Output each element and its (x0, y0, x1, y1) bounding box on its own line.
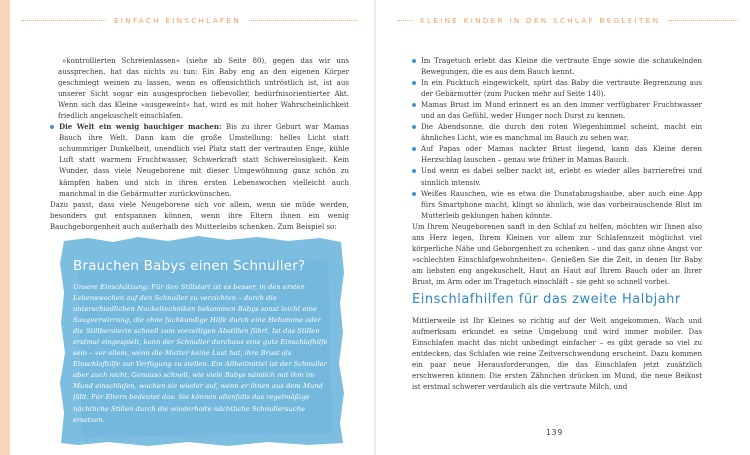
header-dots (249, 20, 358, 21)
paragraph: Dazu passt, dass viele Neugeborene sich vor allem, wenn sie müde werden, besonders gut entspannen können, wenn ihre Eltern ihnen ein wenig Bauchgeborgenheit auch außerhalb des Mutterleibs schenken. Zum Beispiel so: (50, 199, 349, 231)
note-body: Unsere Einschätzung: Für den Stillstart ist es besser, in den ersten Lebenswochen auf den Schnuller zu verzichten – durch die unterschiedlichen Nuckeltechniken bekommen Babys sonst leicht eine Saugverwirrung, die ohne fachkundige Hilfe durch eine Hebamme oder die Stillberaterin schnell zum vorzeitigen Abstillen führt. Ist das Stillen erstmal eingespielt, kann der Schnuller durchaus eine gute Einschlafhilfe sein – vor allem, wenn die Mutter keine Lust hat, ihre Brust als Einschlafhilfe zur Verfügung zu stellen. Ein Allheilmittel ist der Schnuller aber auch nicht. Genauso schnell, wie viele Babys nämlich mit ihm im Mund einschlafen, wachen sie wieder auf, wenn er ihnen aus dem Mund fällt. Für Eltern bedeutet das: Sie können allenfalls das regelmäßige nächtliche Stillen durch die wiederholte nächtliche Schnullersuche ersetzen. (73, 283, 328, 424)
book-gutter (374, 0, 376, 455)
right-page-text (412, 55, 702, 392)
bullet-list (412, 55, 702, 221)
bullet-icon (412, 103, 416, 107)
bullet-icon (412, 59, 416, 63)
paragraph: Mittlerweile ist Ihr Kleines so richtig auf der Welt angekommen. Wach und aufmerksam erkundet es seine Umgebung und wird immer mobiler. Das Einschlafen macht das nicht unbedingt einfacher – es gibt gerade so viel zu entdecken, das Schlafen wie reine Zeitverschwendung erscheint. Dazu kommen ein paar neue Herausforderungen, die das Einschlafen jetzt zusätzlich erschweren können: Die ersten Zähnchen drücken im Mund, die neue Beikost ist erstmal schwerer verdaulich als die vertraute Milch, und (412, 316, 702, 392)
bullet-text: In ein Pucktuch eingewickelt, spürt das Baby die vertraute Begrenzung aus der Gebärmutter (zum Pucken mehr auf Seite 140). (421, 78, 702, 99)
header-left-text: EINFACH EINSCHLAFEN (114, 15, 241, 25)
list-item (412, 55, 702, 77)
bullet-icon (412, 125, 416, 129)
bullet-list (58, 121, 349, 198)
paragraph: Um Ihrem Neugeborenen sanft in den Schlaf zu helfen, möchten wir Ihnen also ans Herz legen, Ihrem Kleinen vor allem zur Schlafenszeit möglichst viel körperliche Nähe und Geborgenheit zu schenken – und das ganz ohne Angst vor »schlechten Einschlafgewohnheiten«. Genießen Sie die Zeit, in denen Ihr Baby am liebsten eng angekuschelt, Haut an Haut auf Ihrem Bauch oder an Ihrer Brust, im Arm oder im Tragetuch einschläft – sie geht so schnell vorbei. (412, 221, 702, 286)
header-dots (668, 20, 738, 21)
bullet-heading: Die Welt ein wenig bauchiger machen: (59, 122, 222, 132)
left-page-text (50, 55, 349, 232)
note-box (58, 233, 346, 447)
bullet-icon (412, 192, 416, 196)
header-dots (22, 20, 106, 21)
bullet-text: Bis zu ihrer Geburt war Mamas Bauch ihre Welt. Dann kam die große Umstellung: helles Licht statt schummriger Dunkelheit, unendlich viel Platz statt der vertrauten Enge, kühle Luft statt warmem Fruchtwasser, Schwerkraft statt Schwerelosigkeit. Kein Wunder, dass viele Neugeborene mit dieser Umgewöhnung ganz schön zu kämpfen haben und sich in ihren ersten Lebenswochen vielleicht auch manchmal in die Gebärmutter zurückwünschen. (59, 122, 349, 198)
page-number: 139 (546, 428, 564, 437)
running-header-right (398, 13, 738, 27)
bullet-text: Auf Papas oder Mamas nackter Brust liegend, kann das Kleine deren Herzschlag lauschen – genau wie früher in Mamas Bauch. (421, 144, 702, 165)
header-right-text: KLEINE KINDER IN DEN SCHLAF BEGLEITEN (420, 15, 661, 25)
list-item (412, 99, 702, 121)
page-edge-strip (0, 0, 10, 455)
bullet-icon (50, 125, 54, 129)
bullet-text: Im Tragetuch erlebt das Kleine die vertraute Enge sowie die schaukelnden Bewegungen, die es aus dem Bauch kennt. (421, 56, 702, 77)
bullet-icon (412, 81, 416, 85)
list-item (412, 121, 702, 143)
list-item (412, 143, 702, 165)
bullet-icon (412, 147, 416, 151)
list-item (412, 188, 702, 221)
list-item (50, 121, 349, 198)
bullet-text: Die Abendsonne, die durch den roten Wiegenhimmel scheint, macht ein ähnliches Licht, wie es manchmal im Bauch zu sehen war. (421, 122, 702, 143)
paragraph: »kontrollierten Schreienlassen« (siehe ab Seite 80), gegen das wir uns aussprechen, hat das nichts zu tun: Ein Baby eng an den eigenen Körper geschmiegt weinen zu lassen, wenn es offensichtlich untröstlich ist, ist aus unserer Sicht sogar ein ausgesprochen liebevoller, bedürfnisorientierter Akt. Wenn sich das Kleine »ausgeweint« hat, wird es mit hoher Wahrscheinlichkeit friedlich angekuschelt einschlafen. (58, 56, 349, 121)
bullet-text: Mamas Brust im Mund erinnert es an den immer verfügbarer Fruchtwasser und an das Gefühl, weder Hunger noch Durst zu kennen. (421, 100, 702, 121)
running-header-left (22, 13, 358, 27)
list-item (412, 77, 702, 99)
header-dots (398, 20, 412, 21)
list-item (412, 165, 702, 187)
bullet-text: Weißes Rauschen, wie es etwa die Dunstabzugshaube, aber auch eine App fürs Smartphone macht, klingt so ähnlich, wie das vorbeirauschende Blut im Mutterleib geklungen haben könnte. (421, 188, 702, 220)
bullet-text: Und wenn es dabei selber nackt ist, erlebt es wieder alles barrierefrei und sinnlich intensiv. (421, 166, 702, 187)
note-title: Brauchen Babys einen Schnuller? (73, 258, 306, 274)
section-heading: Einschlafhilfen für das zweite Halbjahr (412, 291, 681, 307)
bullet-icon (412, 169, 416, 173)
